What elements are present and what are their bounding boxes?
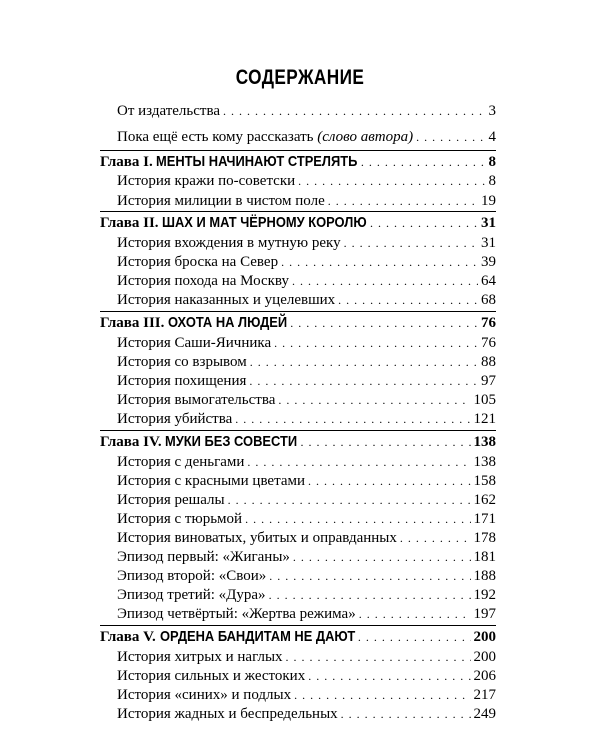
chapter-divider [100, 430, 496, 431]
chapter-title: ШАХ И МАТ ЧЁРНОМУ КОРОЛЮ [162, 214, 367, 231]
toc-entry[interactable] [117, 648, 496, 666]
toc-entry-publisher[interactable] [117, 102, 496, 120]
chapter-page: 31 [481, 215, 496, 231]
toc-entry-text: История виноватых, убитых и оправданных [117, 530, 397, 546]
toc-entry-page: 200 [473, 649, 496, 665]
chapter-number: Глава V. [100, 629, 156, 645]
toc-entry-page: 68 [481, 292, 496, 308]
toc-entry-page: 76 [481, 335, 496, 351]
toc-entry[interactable] [117, 686, 496, 704]
toc-entry[interactable] [117, 548, 496, 566]
toc-entry[interactable] [117, 291, 496, 309]
toc-entry-page: 181 [473, 549, 496, 565]
chapter-page: 76 [481, 315, 496, 331]
toc-entry-page: 171 [473, 511, 496, 527]
toc-entry-page: 188 [473, 568, 496, 584]
toc-entry-page: 64 [481, 273, 496, 289]
chapter-divider [100, 211, 496, 212]
toc-entry[interactable] [117, 605, 496, 623]
toc-entry-page: 158 [473, 473, 496, 489]
toc-entry[interactable] [117, 391, 496, 409]
toc-entry-page: 4 [488, 129, 496, 145]
toc-entry[interactable] [117, 253, 496, 271]
toc-entry-page: 105 [473, 392, 496, 408]
chapter-title: ОХОТА НА ЛЮДЕЙ [168, 314, 288, 331]
chapter-2-heading[interactable] [100, 214, 496, 232]
toc-entry-page: 192 [473, 587, 496, 603]
toc-entry-text: Эпизод четвёртый: «Жертва режима» [117, 606, 356, 622]
toc-entry-text: История убийства [117, 411, 233, 427]
toc-entry-page: 121 [473, 411, 496, 427]
toc-entry[interactable] [117, 353, 496, 371]
toc-entry-page: 249 [473, 706, 496, 722]
toc-entry-page: 39 [481, 254, 496, 270]
toc-entry[interactable] [117, 172, 496, 190]
toc-entry-text: Эпизод второй: «Свои» [117, 568, 267, 584]
toc-entry-text: История милиции в чистом поле [117, 193, 325, 209]
chapter-title: МЕНТЫ НАЧИНАЮТ СТРЕЛЯТЬ [156, 153, 358, 170]
chapter-3-heading[interactable] [100, 314, 496, 332]
toc-entry[interactable] [117, 529, 496, 547]
toc-entry[interactable] [117, 372, 496, 390]
toc-entry-text: История броска на Север [117, 254, 279, 270]
chapter-number: Глава I. [100, 154, 153, 170]
toc-entry-page: 97 [481, 373, 496, 389]
chapter-divider [100, 625, 496, 626]
toc-entry-text: История сильных и жестоких [117, 668, 306, 684]
toc-entry-text: История Саши-Яичника [117, 335, 272, 351]
toc-entry[interactable] [117, 510, 496, 528]
toc-entry-text: История наказанных и уцелевших [117, 292, 336, 308]
chapter-number: Глава II. [100, 215, 159, 231]
chapter-4-heading[interactable] [100, 433, 496, 451]
chapter-page: 200 [473, 629, 496, 645]
toc-entry[interactable] [117, 272, 496, 290]
toc-entry-text: История «синих» и подлых [117, 687, 292, 703]
toc-entry-page: 217 [473, 687, 496, 703]
toc-entry[interactable] [117, 567, 496, 585]
chapter-number: Глава IV. [100, 434, 162, 450]
toc-entry-text: История с тюрьмой [117, 511, 243, 527]
toc-entry-text: Эпизод первый: «Жиганы» [117, 549, 290, 565]
toc-entry-author-word[interactable] [117, 128, 496, 146]
toc-entry-page: 162 [473, 492, 496, 508]
toc-entry-italic: (слово автора) [317, 129, 414, 145]
toc-entry[interactable] [117, 234, 496, 252]
toc-entry-page: 8 [488, 173, 496, 189]
toc-entry-text: Пока ещё есть кому рассказать [117, 129, 318, 145]
chapter-page: 8 [488, 154, 496, 170]
page-title: СОДЕРЖАНИЕ [235, 66, 365, 89]
toc-entry[interactable] [117, 334, 496, 352]
toc-entry-text: История вхождения в мутную реку [117, 235, 341, 251]
toc-entry-text: История кражи по-советски [117, 173, 296, 189]
toc-entry[interactable] [117, 192, 496, 210]
toc-entry-text: История хитрых и наглых [117, 649, 283, 665]
chapter-number: Глава III. [100, 315, 165, 331]
toc-entry-text: Эпизод третий: «Дура» [117, 587, 266, 603]
toc-entry-text: История с красными цветами [117, 473, 306, 489]
chapter-5-heading[interactable] [100, 628, 496, 646]
chapter-divider [100, 150, 496, 151]
toc-entry-text: От издательства [117, 103, 221, 119]
toc-entry[interactable] [117, 410, 496, 428]
toc-entry-text: История вымогательства [117, 392, 276, 408]
toc-entry-page: 88 [481, 354, 496, 370]
toc-entry-text: История со взрывом [117, 354, 247, 370]
toc-entry-page: 197 [473, 606, 496, 622]
toc-entry-page: 31 [481, 235, 496, 251]
toc-entry[interactable] [117, 453, 496, 471]
toc-entry-text: История похищения [117, 373, 247, 389]
toc-entry-text: История похода на Москву [117, 273, 290, 289]
chapter-title: ОРДЕНА БАНДИТАМ НЕ ДАЮТ [159, 628, 355, 645]
toc-entry[interactable] [117, 586, 496, 604]
chapter-title: МУКИ БЕЗ СОВЕСТИ [165, 433, 298, 450]
toc-entry-page: 178 [473, 530, 496, 546]
toc-entry-page: 138 [473, 454, 496, 470]
toc-entry-text: История решалы [117, 492, 225, 508]
toc-entry[interactable] [117, 491, 496, 509]
toc-entry-text: История с деньгами [117, 454, 245, 470]
chapter-divider [100, 311, 496, 312]
chapter-1-heading[interactable] [100, 153, 496, 171]
toc-entry-page: 3 [488, 103, 496, 119]
toc-entry[interactable] [117, 472, 496, 490]
toc-entry-text: История жадных и беспредельных [117, 706, 338, 722]
toc-entry[interactable] [117, 705, 496, 723]
toc-entry[interactable] [117, 667, 496, 685]
toc-entry-page: 206 [473, 668, 496, 684]
chapter-page: 138 [473, 434, 496, 450]
toc-entry-page: 19 [481, 193, 496, 209]
